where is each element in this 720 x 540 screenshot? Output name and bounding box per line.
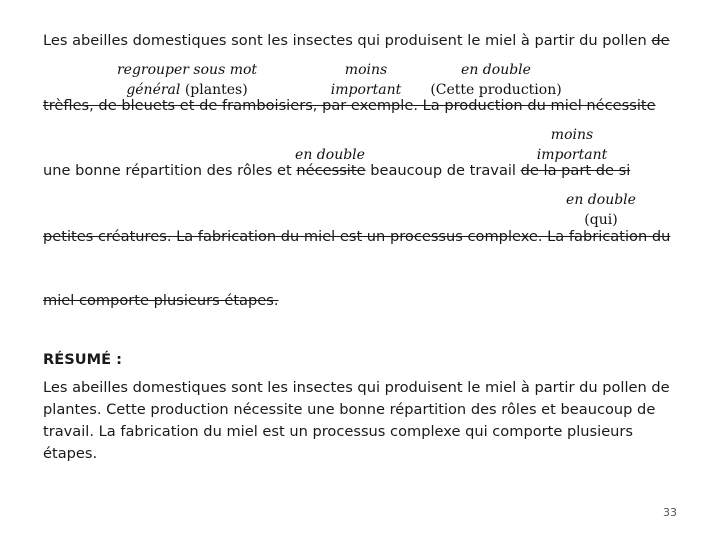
annotation-moins-important-1 bbox=[331, 60, 401, 100]
annotation-moins-2-line2: important bbox=[536, 147, 608, 163]
struck-word-necessite: nécessite bbox=[296, 162, 366, 179]
annotation-en-double-1-line1: en double bbox=[461, 62, 531, 78]
text-line-1 bbox=[43, 31, 670, 51]
annotation-en-double-3-line1: en double bbox=[566, 192, 636, 208]
text-line-2: trèfles, de bleuets et de framboisiers, par exemple. La production du miel nécessite bbox=[43, 97, 656, 114]
annotation-regroup-line1: regrouper sous mot bbox=[116, 62, 258, 78]
struck-phrase-de-la-part: de la part de si bbox=[520, 162, 631, 179]
annotation-en-double-2: en double bbox=[295, 147, 365, 163]
summary-body: Les abeilles domestiques sont les insectes qui produisent le miel à partir du pollen de plantes. Cette production nécessite une bonne répartition des rôles et beaucoup de travail. La fabrication du miel est un processus complexe qui comporte plusieurs étapes. bbox=[43, 379, 670, 462]
annotation-moins-important-2 bbox=[537, 125, 607, 165]
page-number: 33 bbox=[663, 506, 677, 519]
text-line-4: petites créatures. La fabrication du miel est un processus complexe. La fabrication du bbox=[43, 228, 671, 245]
struck-word-de: de bbox=[651, 32, 670, 49]
annotation-regroup bbox=[117, 60, 257, 100]
annotation-en-double-3-line2: (qui) bbox=[584, 212, 618, 228]
text-line-5: miel comporte plusieurs étapes. bbox=[43, 292, 279, 309]
annotation-regroup-plantes: (plantes) bbox=[180, 82, 248, 98]
annotation-en-double-1 bbox=[430, 60, 561, 100]
text-line-3 bbox=[43, 161, 630, 181]
annotation-moins-2-line1: moins bbox=[550, 127, 594, 143]
summary-title: RÉSUMÉ : bbox=[43, 351, 122, 368]
annotation-regroup-general: général bbox=[126, 82, 181, 98]
text-line-1-content: Les abeilles domestiques sont les insectes qui produisent le miel à partir du pollen bbox=[43, 32, 652, 49]
annotation-en-double-3 bbox=[566, 190, 636, 230]
text-line-3-part1: une bonne répartition des rôles et bbox=[43, 162, 297, 179]
text-line-3-part2: beaucoup de travail bbox=[365, 162, 521, 179]
annotation-en-double-1-line2: (Cette production) bbox=[430, 82, 562, 98]
annotation-moins-1-line1: moins bbox=[344, 62, 388, 78]
annotation-moins-1-line2: important bbox=[330, 82, 402, 98]
